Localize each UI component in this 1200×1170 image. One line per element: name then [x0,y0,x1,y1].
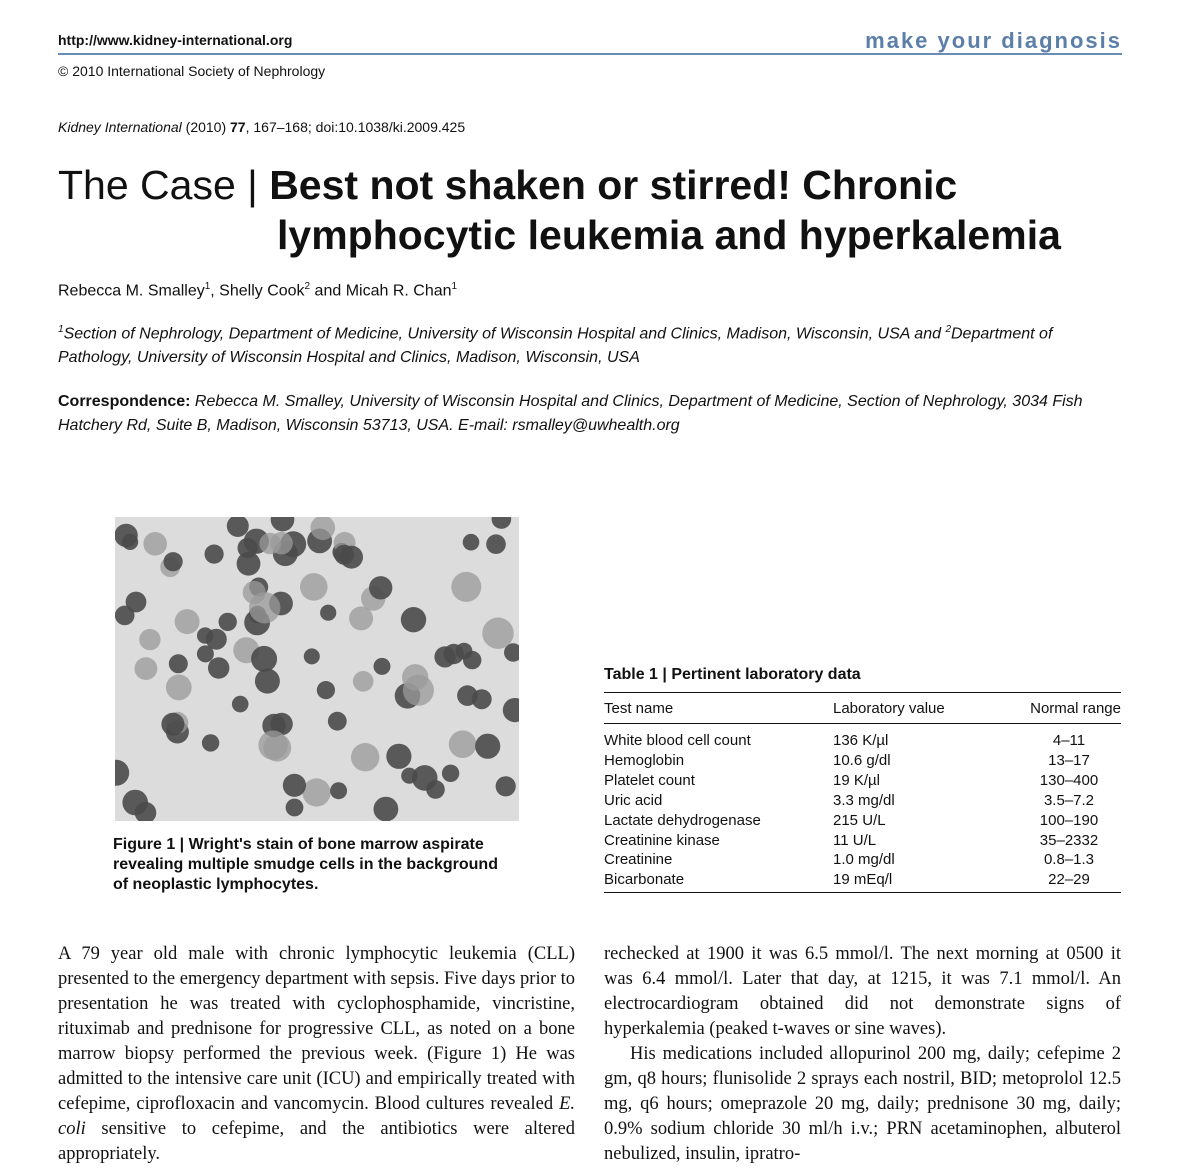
cell-test: White blood cell count [604,732,751,749]
lymphocyte [401,607,426,632]
copyright: © 2010 International Society of Nephrology [58,63,326,79]
lymphocyte [496,776,516,796]
body-column-right [604,942,1121,1167]
lymphocyte [442,765,459,782]
lymphocyte [202,734,219,751]
lymphocyte [227,517,249,537]
red-cell [353,671,374,692]
lymphocyte [426,780,445,799]
lymphocyte [330,782,347,799]
cell-test: Hemoglobin [604,752,685,769]
table-row [604,752,1121,772]
author-affil: 1 [204,281,211,292]
lymphocyte [286,799,304,817]
correspondence [58,390,1122,438]
table-header-rule [604,723,1121,724]
cell-value: 11 U/L [833,832,877,849]
cell-test: Platelet count [604,772,695,789]
red-cell [135,657,158,680]
red-cell [349,606,373,630]
section-label: make your diagnosis [865,28,1122,53]
cell-value: 19 K/µl [833,772,880,789]
cell-range: 4–11 [1052,732,1086,749]
lymphocyte [271,517,295,531]
table-row [604,812,1121,832]
body-text: A 79 year old male with chronic lymphocytic leukemia (CLL) presented to the emergency department with sepsis. Five days prior to presentation he was treated with cyclophosphamide, vincristine, rituximab and prednisone for progressive CLL, as noted on a bone marrow biopsy performed the previous week. (Figure 1) He was admitted to the intensive care unit (ICU) and empirically treated with cefepime, ciprofloxacin and vancomycin. Blood cultures revealed [58,944,576,1114]
cell-range: 22–29 [1048,871,1090,888]
red-cell [258,731,287,760]
author-affil: 2 [304,281,311,292]
cell-value: 3.3 mg/dl [833,792,895,809]
author-list [58,281,457,300]
lymphocyte [169,654,188,673]
citation-year: (2010) [181,119,231,135]
lymphocyte [304,648,320,664]
lymphocyte [369,576,392,599]
cell-range: 13–17 [1048,752,1090,769]
lymphocyte [208,657,229,678]
red-cell [143,532,167,556]
affil-text: Department of Pathology, University of Wisconsin Hospital and Clinics, Madison, Wisconsin, USA [58,325,1053,367]
cell-value: 10.6 g/dl [833,752,891,769]
red-cell [166,675,192,701]
body-paragraph: His medications included allopurinol 200 mg, daily; cefepime 2 gm, q8 hours; flunisolide 2 sprays each nostril, BID; metoprolol 12.5 mg, q6 hours; omeprazole 20 mg, daily; prednisone 30 mg, daily; 0.9% sodium chloride 30 ml/h i.v.; PRN acetaminophen, albuterol nebulized, insulin, ipratro- [604,1044,1121,1164]
lymphocyte [328,712,347,731]
lymphocyte [197,627,213,643]
cell-test: Lactate dehydrogenase [604,812,761,829]
red-cell [451,572,481,602]
lymphocyte [232,696,249,713]
cell-range: 100–190 [1039,812,1099,829]
cell-value: 136 K/µl [833,732,889,749]
micrograph-image [115,517,519,821]
author-name: Rebecca M. Smalley [58,282,205,300]
cell-value: 215 U/L [833,812,886,829]
lymphocyte [238,538,258,558]
red-cell [259,533,281,555]
red-cell [403,675,434,706]
cell-range: 3.5–7.2 [1043,792,1095,809]
table-row [604,732,1121,752]
body-column-left [58,942,575,1167]
cell-range: 0.8–1.3 [1043,851,1095,868]
lymphocyte [503,698,519,722]
cell-range: 130–400 [1039,772,1099,789]
figure-caption: Figure 1 | Wright's stain of bone marrow aspirate revealing multiple smudge cells in the background of neoplastic lymphocytes. [113,836,498,893]
table-caption: Table 1 | Pertinent laboratory data [604,666,861,683]
body-paragraph: rechecked at 1900 it was 6.5 mmol/l. The next morning at 0500 it was 6.4 mmol/l. Later that day, at 1215, it was 7.1 mmol/l. An electrocardiogram obtained did not demonstrate signs of hyperkalemia (peaked t-waves or sine waves). [604,944,1121,1039]
red-cell [449,730,477,758]
citation-volume: 77 [230,119,246,135]
lymphocyte [475,734,500,759]
lymphocyte [434,646,455,667]
affil-text: Section of Nephrology, Department of Medicine, University of Wisconsin Hospital and Clinics, Madison, Wisconsin, USA and [63,325,946,343]
cell-test: Uric acid [604,792,663,809]
table-top-rule [604,692,1121,693]
author-name: Shelly Cook [219,282,305,300]
citation-journal: Kidney International [58,119,182,135]
correspondence-text: Rebecca M. Smalley, University of Wisconsin Hospital and Clinics, Department of Medicine, Section of Nephrology, 3034 Fish Hatchery Rd, Suite B, Madison, Wisconsin 53713, USA. E-mail: rsmalley@uwhealth.org [58,393,1083,434]
body-text: sensitive to cefepime, and the antibiotics were altered appropriately. [58,1119,575,1164]
table-row [604,772,1121,792]
affil-marker: 2 [945,324,951,335]
lymphocyte [334,545,354,565]
lymphocyte [126,592,147,613]
cell-range: 35–2332 [1039,832,1099,849]
table-row [604,832,1121,852]
col-header-range: Normal range [1030,700,1121,717]
lymphocyte [164,552,183,571]
table-row [604,871,1121,891]
citation-pages-doi: , 167–168; doi:10.1038/ki.2009.425 [245,119,466,135]
citation [58,119,465,135]
author-sep: , [210,282,220,300]
lymphocyte [456,643,473,660]
lymphocyte [492,517,512,529]
article-title [58,160,957,210]
red-cell [351,743,379,771]
title-lead: The Case | [58,162,270,208]
red-cell [302,778,330,806]
affil-marker: 1 [58,324,64,335]
col-header-test: Test name [604,700,674,717]
title-line-2: lymphocytic leukemia and hyperkalemia [277,212,1061,258]
author-affil: 1 [451,281,458,292]
cell-value: 1.0 mg/dl [833,851,895,868]
red-cell [482,618,513,649]
header-rule [58,53,1122,55]
figure-micrograph [115,517,519,821]
journal-url[interactable]: http://www.kidney-international.org [58,32,293,48]
lymphocyte [374,658,391,675]
lymphocyte [320,605,336,621]
table-row [604,792,1121,812]
correspondence-label: Correspondence: [58,393,191,410]
author-name: Micah R. Chan [345,282,452,300]
table-bottom-rule [604,892,1121,893]
affiliations [58,318,1122,370]
lymphocyte [219,613,237,631]
lymphocyte [251,646,277,672]
cell-test: Bicarbonate [604,871,685,888]
lymphocyte [486,534,506,554]
table-row [604,851,1121,871]
lymphocyte [401,768,417,784]
red-cell [300,573,328,601]
lymphocyte [472,689,492,709]
body-text-italic: E. coli [58,1094,575,1139]
lymphocyte [317,681,335,699]
author-sep: and [310,282,346,300]
lymphocyte [255,669,280,694]
lymphocyte [374,797,399,821]
lymphocyte [115,760,129,786]
cell-value: 19 mEq/l [833,871,893,888]
title-line-1: Best not shaken or stirred! Chronic [269,162,958,208]
cell-test: Creatinine [604,851,673,868]
lymphocyte [115,524,138,547]
lymphocyte [386,744,411,769]
cell-test: Creatinine kinase [604,832,720,849]
lymphocyte [283,774,306,797]
red-cell [175,609,200,634]
col-header-value: Laboratory value [833,700,945,717]
lymphocyte [205,545,224,564]
red-cell [139,629,160,650]
red-cell [249,592,280,623]
lymphocyte [463,534,480,551]
lymphocyte [161,713,184,736]
